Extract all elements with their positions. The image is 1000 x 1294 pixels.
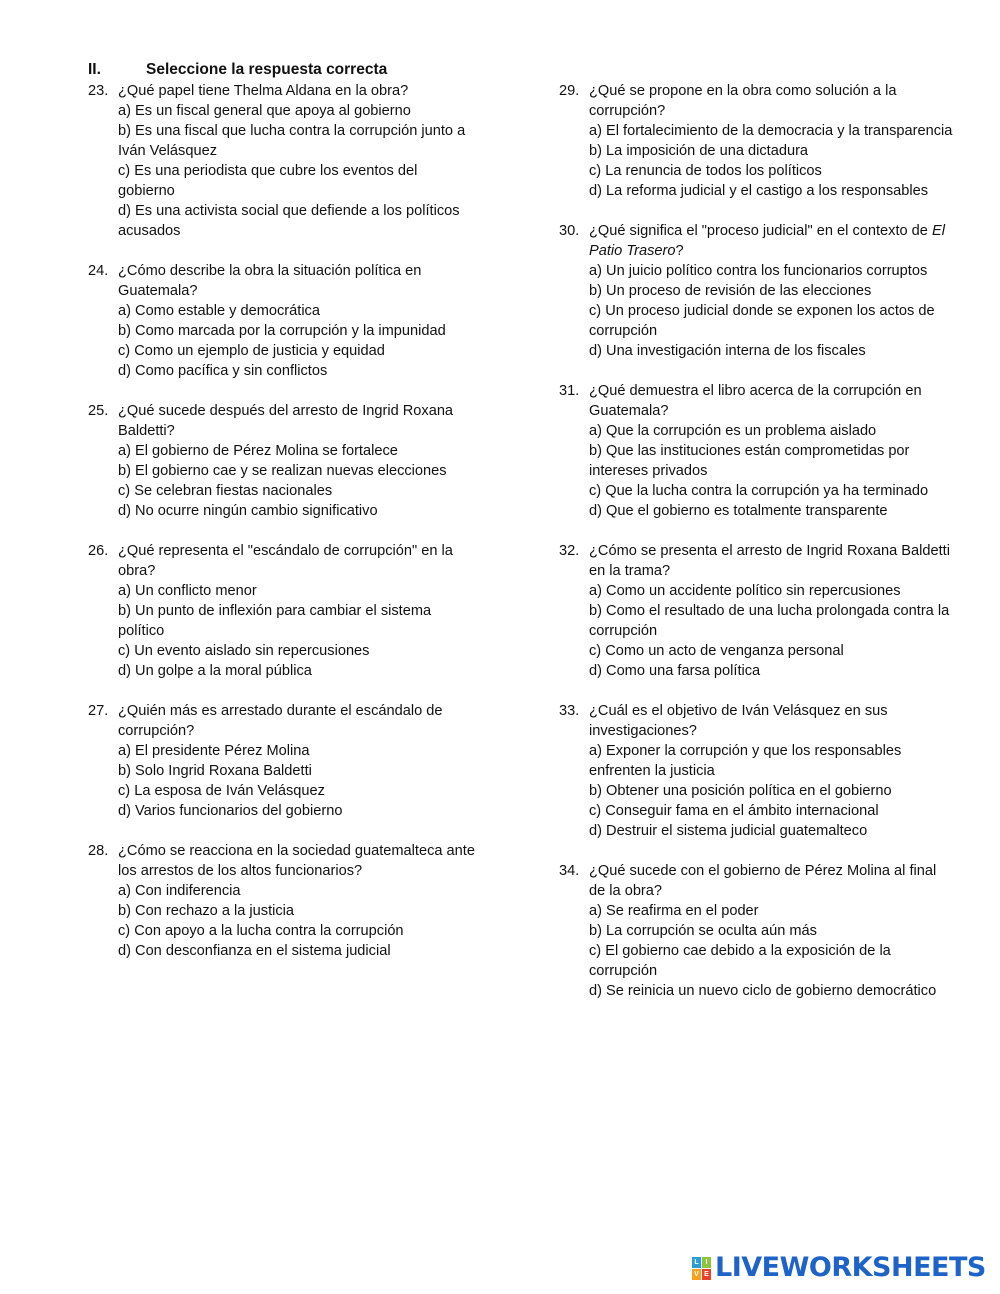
answer-option-d[interactable]: d) No ocurre ningún cambio significativo (118, 503, 378, 519)
answer-options (589, 261, 954, 361)
question-text (589, 81, 954, 121)
answer-options (118, 581, 478, 681)
question-text (589, 541, 954, 581)
question-number: 29. (559, 83, 580, 99)
section-number: II. (88, 61, 101, 78)
question-text-main: ¿Qué papel tiene Thelma Aldana en la obra? (118, 83, 409, 99)
question-text (118, 401, 478, 441)
answer-option-c[interactable]: c) Con apoyo a la lucha contra la corrupción (118, 923, 404, 939)
answer-option-c[interactable]: c) Conseguir fama en el ámbito internacional (589, 803, 879, 819)
question-number: 25. (88, 403, 109, 419)
answer-options (589, 421, 954, 521)
answer-option-d[interactable]: d) Que el gobierno es totalmente transparente (589, 503, 888, 519)
question-number: 27. (88, 703, 109, 719)
answer-option-b[interactable]: b) Obtener una posición política en el gobierno (589, 783, 892, 799)
answer-option-c[interactable]: c) Se celebran fiestas nacionales (118, 483, 333, 499)
logo-letter: I (702, 1257, 711, 1268)
question-number: 24. (88, 263, 109, 279)
question-text-main: ¿Qué demuestra el libro acerca de la corrupción en Guatemala? (589, 383, 922, 419)
answer-option-d[interactable]: d) Varios funcionarios del gobierno (118, 803, 343, 819)
answer-option-b[interactable]: b) Un punto de inflexión para cambiar el sistema político (118, 603, 432, 639)
answer-options (589, 741, 954, 841)
right-column (559, 81, 954, 1021)
work-title: El Patio Trasero (589, 223, 945, 259)
answer-option-a[interactable]: a) Con indiferencia (118, 883, 241, 899)
section-title (88, 60, 387, 80)
logo-letter: E (702, 1269, 711, 1280)
answer-option-c[interactable]: c) La esposa de Iván Velásquez (118, 783, 325, 799)
question-number: 33. (559, 703, 580, 719)
answer-option-b[interactable]: b) Es una fiscal que lucha contra la corrupción junto a Iván Velásquez (118, 123, 466, 159)
question-30 (559, 221, 954, 361)
left-column (88, 81, 478, 981)
answer-option-c[interactable]: c) La renuncia de todos los políticos (589, 163, 822, 179)
answer-option-b[interactable]: b) Solo Ingrid Roxana Baldetti (118, 763, 312, 779)
question-text-main: ¿Qué se propone en la obra como solución a la corrupción? (589, 83, 897, 119)
answer-option-a[interactable]: a) Que la corrupción es un problema aislado (589, 423, 877, 439)
question-29 (559, 81, 954, 201)
question-number: 32. (559, 543, 580, 559)
answer-options (118, 741, 478, 821)
question-text (118, 261, 478, 301)
answer-option-c[interactable]: c) Como un ejemplo de justicia y equidad (118, 343, 385, 359)
answer-option-b[interactable]: b) Como el resultado de una lucha prolongada contra la corrupción (589, 603, 950, 639)
question-text (589, 861, 954, 901)
answer-option-c[interactable]: c) Un evento aislado sin repercusiones (118, 643, 370, 659)
question-text-main: ¿Cuál es el objetivo de Iván Velásquez en sus investigaciones? (589, 703, 888, 739)
question-32 (559, 541, 954, 681)
question-number: 26. (88, 543, 109, 559)
question-text-main: ¿Quién más es arrestado durante el escándalo de corrupción? (118, 703, 443, 739)
answer-option-b[interactable]: b) Como marcada por la corrupción y la impunidad (118, 323, 446, 339)
liveworksheets-logo-icon (692, 1257, 711, 1280)
logo-letter: L (692, 1257, 701, 1268)
liveworksheets-brand (692, 1254, 986, 1282)
answer-option-b[interactable]: b) Que las instituciones están comprometidas por intereses privados (589, 443, 910, 479)
question-number: 28. (88, 843, 109, 859)
answer-option-a[interactable]: a) Se reafirma en el poder (589, 903, 759, 919)
answer-option-d[interactable]: d) Con desconfianza en el sistema judicial (118, 943, 391, 959)
question-28 (88, 841, 478, 961)
answer-option-c[interactable]: c) Como un acto de venganza personal (589, 643, 844, 659)
question-text-main: ¿Cómo describe la obra la situación política en Guatemala? (118, 263, 422, 299)
question-text-main: ¿Qué sucede con el gobierno de Pérez Molina al final de la obra? (589, 863, 937, 899)
answer-option-d[interactable]: d) Se reinicia un nuevo ciclo de gobierno democrático (589, 983, 937, 999)
answer-options (118, 301, 478, 381)
answer-options (589, 121, 954, 201)
answer-option-a[interactable]: a) El gobierno de Pérez Molina se fortalece (118, 443, 398, 459)
question-text (118, 541, 478, 581)
answer-options (589, 901, 954, 1001)
question-25 (88, 401, 478, 521)
question-number: 31. (559, 383, 580, 399)
answer-option-d[interactable]: d) Es una activista social que defiende a los políticos acusados (118, 203, 460, 239)
question-text (589, 381, 954, 421)
answer-option-d[interactable]: d) Como una farsa política (589, 663, 761, 679)
question-27 (88, 701, 478, 821)
answer-option-d[interactable]: d) Una investigación interna de los fiscales (589, 343, 866, 359)
question-text (589, 221, 954, 261)
answer-option-a[interactable]: a) Es un fiscal general que apoya al gobierno (118, 103, 411, 119)
question-23 (88, 81, 478, 241)
question-text-end: ? (675, 243, 684, 259)
answer-option-a[interactable]: a) El fortalecimiento de la democracia y la transparencia (589, 123, 953, 139)
question-31 (559, 381, 954, 521)
question-text-main: ¿Qué sucede después del arresto de Ingrid Roxana Baldetti? (118, 403, 454, 439)
answer-option-d[interactable]: d) La reforma judicial y el castigo a los responsables (589, 183, 929, 199)
answer-option-a[interactable]: a) Como estable y democrática (118, 303, 320, 319)
answer-options (118, 101, 478, 241)
question-34 (559, 861, 954, 1001)
answer-option-a[interactable]: a) Exponer la corrupción y que los responsables enfrenten la justicia (589, 743, 902, 779)
answer-option-a[interactable]: a) Como un accidente político sin repercusiones (589, 583, 901, 599)
logo-letter: V (692, 1269, 701, 1280)
question-text (118, 701, 478, 741)
answer-option-a[interactable]: a) El presidente Pérez Molina (118, 743, 310, 759)
answer-option-b[interactable]: b) Un proceso de revisión de las elecciones (589, 283, 872, 299)
answer-options (118, 441, 478, 521)
answer-option-b[interactable]: b) La corrupción se oculta aún más (589, 923, 817, 939)
section-heading: Seleccione la respuesta correcta (146, 61, 388, 78)
question-text-main: ¿Qué significa el "proceso judicial" en el contexto de (589, 223, 928, 239)
answer-option-d[interactable]: d) Como pacífica y sin conflictos (118, 363, 328, 379)
answer-option-c[interactable]: c) Que la lucha contra la corrupción ya ha terminado (589, 483, 929, 499)
question-number: 34. (559, 863, 580, 879)
answer-option-b[interactable]: b) Con rechazo a la justicia (118, 903, 295, 919)
answer-options (589, 581, 954, 681)
answer-option-c[interactable]: c) Es una periodista que cubre los eventos del gobierno (118, 163, 418, 199)
brand-wordmark: LIVEWORKSHEETS (715, 1252, 986, 1283)
answer-option-d[interactable]: d) Destruir el sistema judicial guatemalteco (589, 823, 868, 839)
question-text-main: ¿Cómo se reacciona en la sociedad guatemalteca ante los arrestos de los altos funcionarios? (118, 843, 475, 879)
answer-option-b[interactable]: b) La imposición de una dictadura (589, 143, 809, 159)
answer-option-b[interactable]: b) El gobierno cae y se realizan nuevas elecciones (118, 463, 447, 479)
question-text-main: ¿Cómo se presenta el arresto de Ingrid Roxana Baldetti en la trama? (589, 543, 950, 579)
answer-options (118, 881, 478, 961)
answer-option-c[interactable]: c) El gobierno cae debido a la exposición de la corrupción (589, 943, 891, 979)
answer-option-a[interactable]: a) Un juicio político contra los funcionarios corruptos (589, 263, 928, 279)
question-33 (559, 701, 954, 841)
question-text (118, 81, 478, 101)
question-text (589, 701, 954, 741)
answer-option-c[interactable]: c) Un proceso judicial donde se exponen los actos de corrupción (589, 303, 935, 339)
question-number: 23. (88, 83, 109, 99)
question-text-main: ¿Qué representa el "escándalo de corrupción" en la obra? (118, 543, 453, 579)
question-24 (88, 261, 478, 381)
question-26 (88, 541, 478, 681)
answer-option-d[interactable]: d) Un golpe a la moral pública (118, 663, 312, 679)
answer-option-a[interactable]: a) Un conflicto menor (118, 583, 257, 599)
question-text (118, 841, 478, 881)
question-number: 30. (559, 223, 580, 239)
